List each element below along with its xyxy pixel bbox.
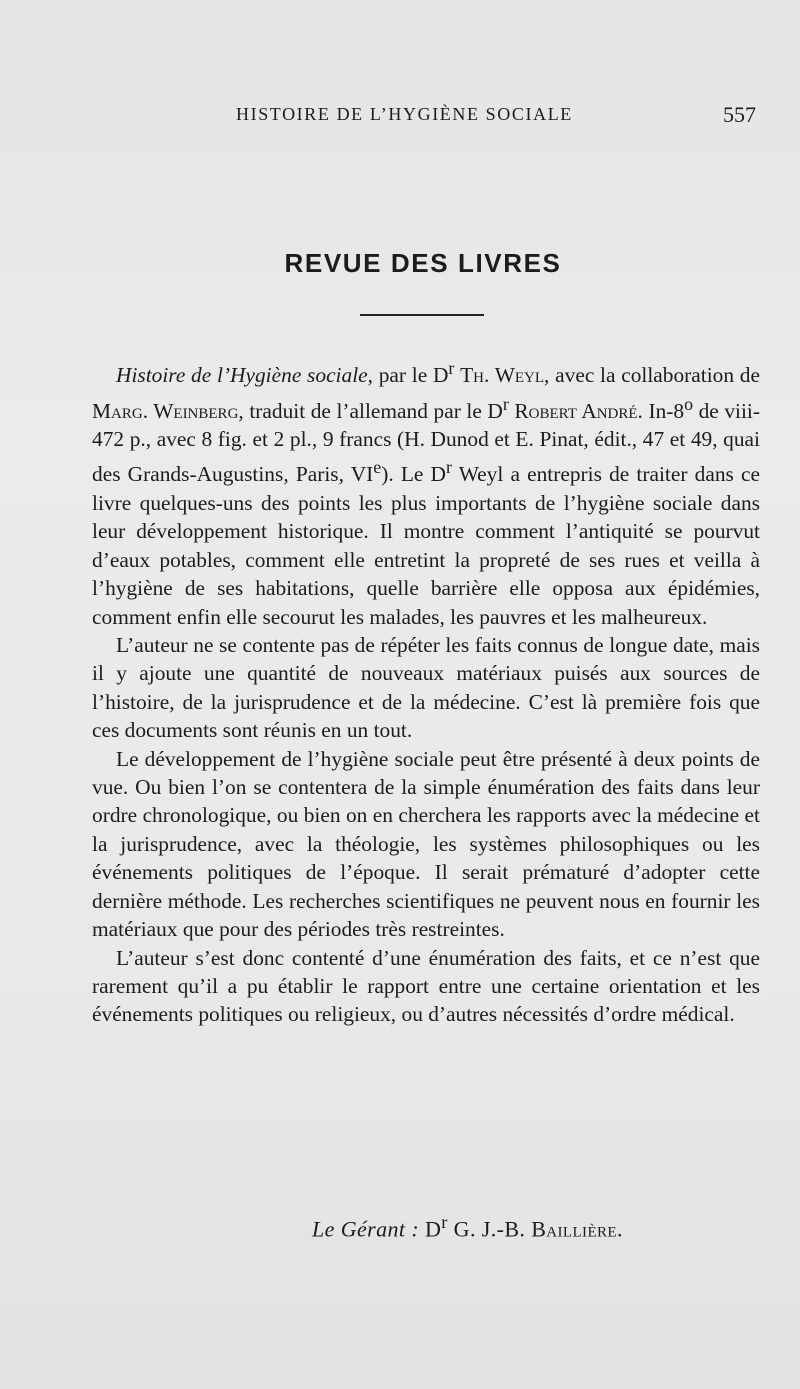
text-run: , traduit de l’allemand par le D bbox=[238, 398, 503, 423]
text-run: de viii-472 p., avec 8 fig. et 2 pl., 9 francs (H. Dunod et E. Pinat, édit., 47 et 49, quai des Grands-Augustins, Paris, VI bbox=[92, 398, 760, 487]
running-head bbox=[236, 104, 756, 132]
collaborator-name: Marg. Weinberg bbox=[92, 398, 239, 423]
signature bbox=[312, 1212, 623, 1242]
superscript: r bbox=[441, 1212, 448, 1232]
review-paragraph-4: L’auteur s’est donc contenté d’une énumération des faits, et ce n’est que rarement qu’il a pu établir le rapport entre une certaine orientation et les événements politiques ou religieux, ou d’autres nécessités d’ordre médical. bbox=[92, 945, 760, 1027]
section-heading: REVUE DES LIVRES bbox=[284, 248, 562, 278]
text-run: ). Le D bbox=[381, 462, 446, 487]
text-run: , par le D bbox=[367, 363, 449, 388]
superscript: r bbox=[448, 358, 455, 378]
translator-name: Robert André bbox=[514, 398, 638, 423]
review-text bbox=[92, 354, 760, 1029]
book-title: Histoire de l’Hygiène sociale bbox=[116, 363, 368, 388]
author-name: Th. Weyl bbox=[460, 363, 545, 388]
text-run: . In-8 bbox=[637, 398, 685, 423]
running-title: HISTOIRE DE L’HYGIÈNE SOCIALE bbox=[236, 104, 573, 124]
page-number: 557 bbox=[723, 102, 756, 127]
text-run: Weyl a entrepris de traiter dans ce livre quelques-uns des points les plus importants de l’hygiène sociale dans leur développement historique. Il montre comment l’antiquité se pourvut d’eaux potables, comment elle entretint la propreté de ses rues et veilla à l’hygiène de ses habitations, quelle barrière elle opposa aux épidémies, comment enfin elle secourut les malades, les pauvres et les malheureux. bbox=[92, 462, 760, 629]
signature-name: G. J.-B. Baillière. bbox=[447, 1216, 623, 1242]
review-paragraph-3: Le développement de l’hygiène sociale peut être présenté à deux points de vue. Ou bien l’on se contentera de la simple énumération des faits dans leur ordre chronologique, ou bien on en cherchera les rapports avec la médecine et la jurisprudence, avec la théologie, les systèmes philosophiques ou les événements politiques de l’époque. Il serait prématuré d’adopter cette dernière méthode. Les recherches scientifiques ne peuvent nous en fournir les matériaux que pour des périodes très restreintes. bbox=[92, 746, 760, 942]
review-paragraph-1 bbox=[92, 354, 760, 631]
review-paragraph-2: L’auteur ne se contente pas de répéter les faits connus de longue date, mais il y ajoute une quantité de nouveaux matériaux puisés aux sources de l’histoire, de la jurisprudence et de la médecine. C’est là première fois que ces documents sont réunis en un tout. bbox=[92, 633, 760, 743]
signature-label: Le Gérant : bbox=[312, 1216, 420, 1242]
superscript: r bbox=[502, 393, 509, 414]
heading-rule bbox=[360, 314, 484, 316]
signature-prefix: D bbox=[419, 1216, 442, 1242]
text-run: , avec la collaboration de bbox=[544, 363, 760, 388]
superscript: r bbox=[446, 457, 452, 478]
superscript: e bbox=[373, 457, 382, 478]
superscript: o bbox=[684, 393, 694, 414]
